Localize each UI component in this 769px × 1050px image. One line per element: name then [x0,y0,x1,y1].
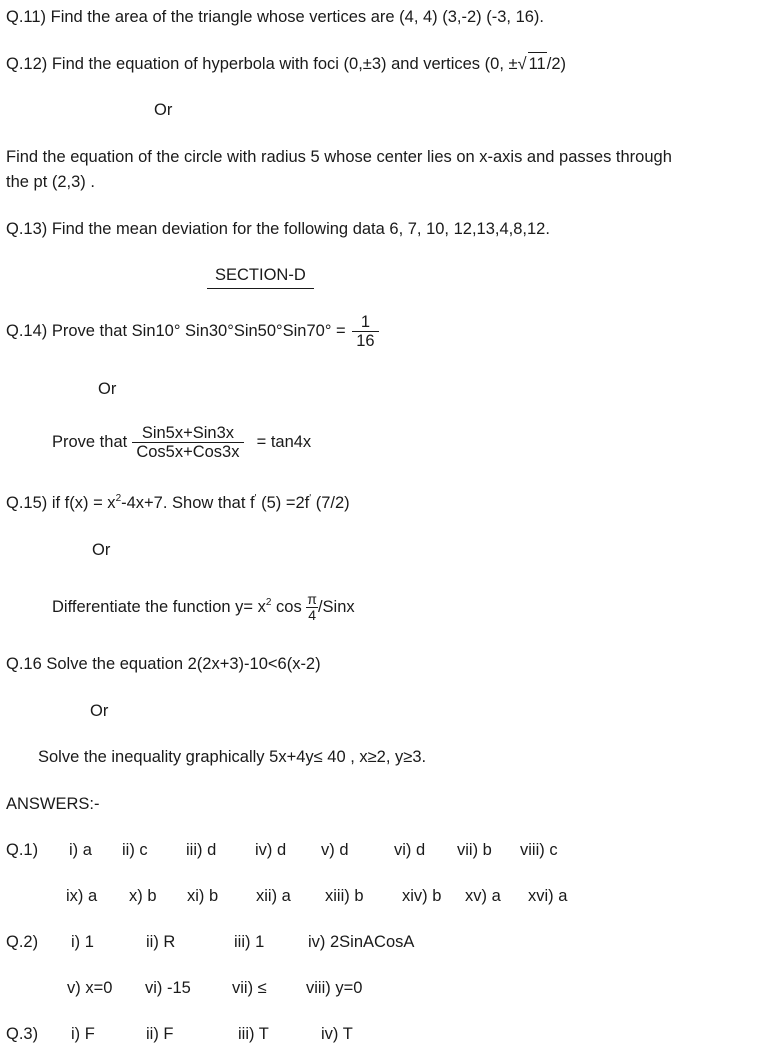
answer-item: v) d [321,841,349,859]
question-12-tail: /2) [546,55,567,73]
answer-item: iii) d [186,841,217,859]
question-15 [6,492,350,514]
answer-item: i) F [71,1025,95,1043]
answer-item: iv) 2SinACosA [308,933,415,951]
question-15-part: Q.15) if f(x) = x [6,494,116,512]
exponent: 2 [265,596,272,608]
fraction [306,592,318,623]
answer-item: xv) a [465,887,501,905]
answer-item: iii) T [238,1025,269,1043]
answer-item: x) b [129,887,157,905]
answer-label-q1: Q.1) [6,841,39,859]
fraction-denominator: Cos5x+Cos3x [136,443,240,461]
question-12-text: Q.12) Find the equation of hyperbola with foci (0,±3) and vertices (0, ± [6,55,518,73]
answer-item: ii) R [146,933,176,951]
question-15-alt-part: cos [271,597,307,616]
answer-item: i) 1 [71,933,94,951]
answer-item: v) x=0 [67,979,113,997]
question-14-text: Q.14) Prove that Sin10° Sin30°Sin50°Sin70° = [6,321,346,340]
fraction-denominator: 16 [356,332,375,350]
question-15-alt [52,592,355,623]
or-label: Or [90,702,109,720]
answer-item: viii) c [520,841,558,859]
section-d-heading [207,264,314,286]
question-16-alt: Solve the inequality graphically 5x+4y≤ 40 , x≥2, y≥3. [38,748,427,766]
answer-item: ii) F [146,1025,174,1043]
answers-heading: ANSWERS:- [6,795,100,813]
question-15-alt-part: Differentiate the function y= x [52,597,266,616]
question-13: Q.13) Find the mean deviation for the following data 6, 7, 10, 12,13,4,8,12. [6,220,550,238]
question-12 [6,52,566,75]
answer-item: viii) y=0 [306,979,363,997]
answer-item: vi) d [394,841,426,859]
answer-item: vi) -15 [145,979,191,997]
question-16: Q.16 Solve the equation 2(2x+3)-10<6(x-2) [6,655,321,673]
fraction-numerator: 1 [352,313,378,332]
answer-item: i) a [69,841,92,859]
fraction [132,424,244,461]
exponent: 2 [115,493,122,504]
answer-item: vii) ≤ [232,979,267,997]
question-14-alt-prefix: Prove that [52,432,128,451]
answer-item: xvi) a [528,887,568,905]
answer-item: iv) T [321,1025,353,1043]
question-12-radicand: 11 [528,52,547,75]
answer-item: xiv) b [402,887,442,905]
question-14-alt-suffix: = tan4x [256,432,312,451]
answer-label-q2: Q.2) [6,933,39,951]
question-11: Q.11) Find the area of the triangle whose vertices are (4, 4) (3,-2) (-3, 16). [6,8,545,26]
or-label: Or [98,380,117,398]
prime-mark: ' [254,493,257,504]
question-12-alt-line2: the pt (2,3) . [6,173,95,191]
sqrt-symbol: √ [517,55,527,73]
section-d-title: SECTION-D [207,266,314,289]
fraction-numerator: π [307,591,317,607]
question-12-alt-line1: Find the equation of the circle with radius 5 whose center lies on x-axis and passes through [6,148,672,166]
answer-item: vii) b [457,841,492,859]
answer-item: xii) a [256,887,291,905]
answer-item: xi) b [187,887,219,905]
question-15-part: -4x+7. Show that f [121,494,255,512]
answer-item: ix) a [66,887,98,905]
question-14-alt [52,424,311,461]
question-15-part: (7/2) [311,494,350,512]
question-15-part: (5) =2f [256,494,310,512]
answer-item: ii) c [122,841,148,859]
question-14 [6,313,381,350]
or-label: Or [92,541,111,559]
answer-label-q3: Q.3) [6,1025,39,1043]
question-15-alt-part: /Sinx [317,597,355,616]
fraction [352,313,378,350]
or-label: Or [154,101,173,119]
prime-mark: ' [309,493,312,504]
fraction-numerator: Sin5x+Sin3x [132,424,244,443]
fraction-denominator: 4 [308,607,317,623]
answer-item: xiii) b [325,887,364,905]
answer-item: iii) 1 [234,933,265,951]
answer-item: iv) d [255,841,287,859]
